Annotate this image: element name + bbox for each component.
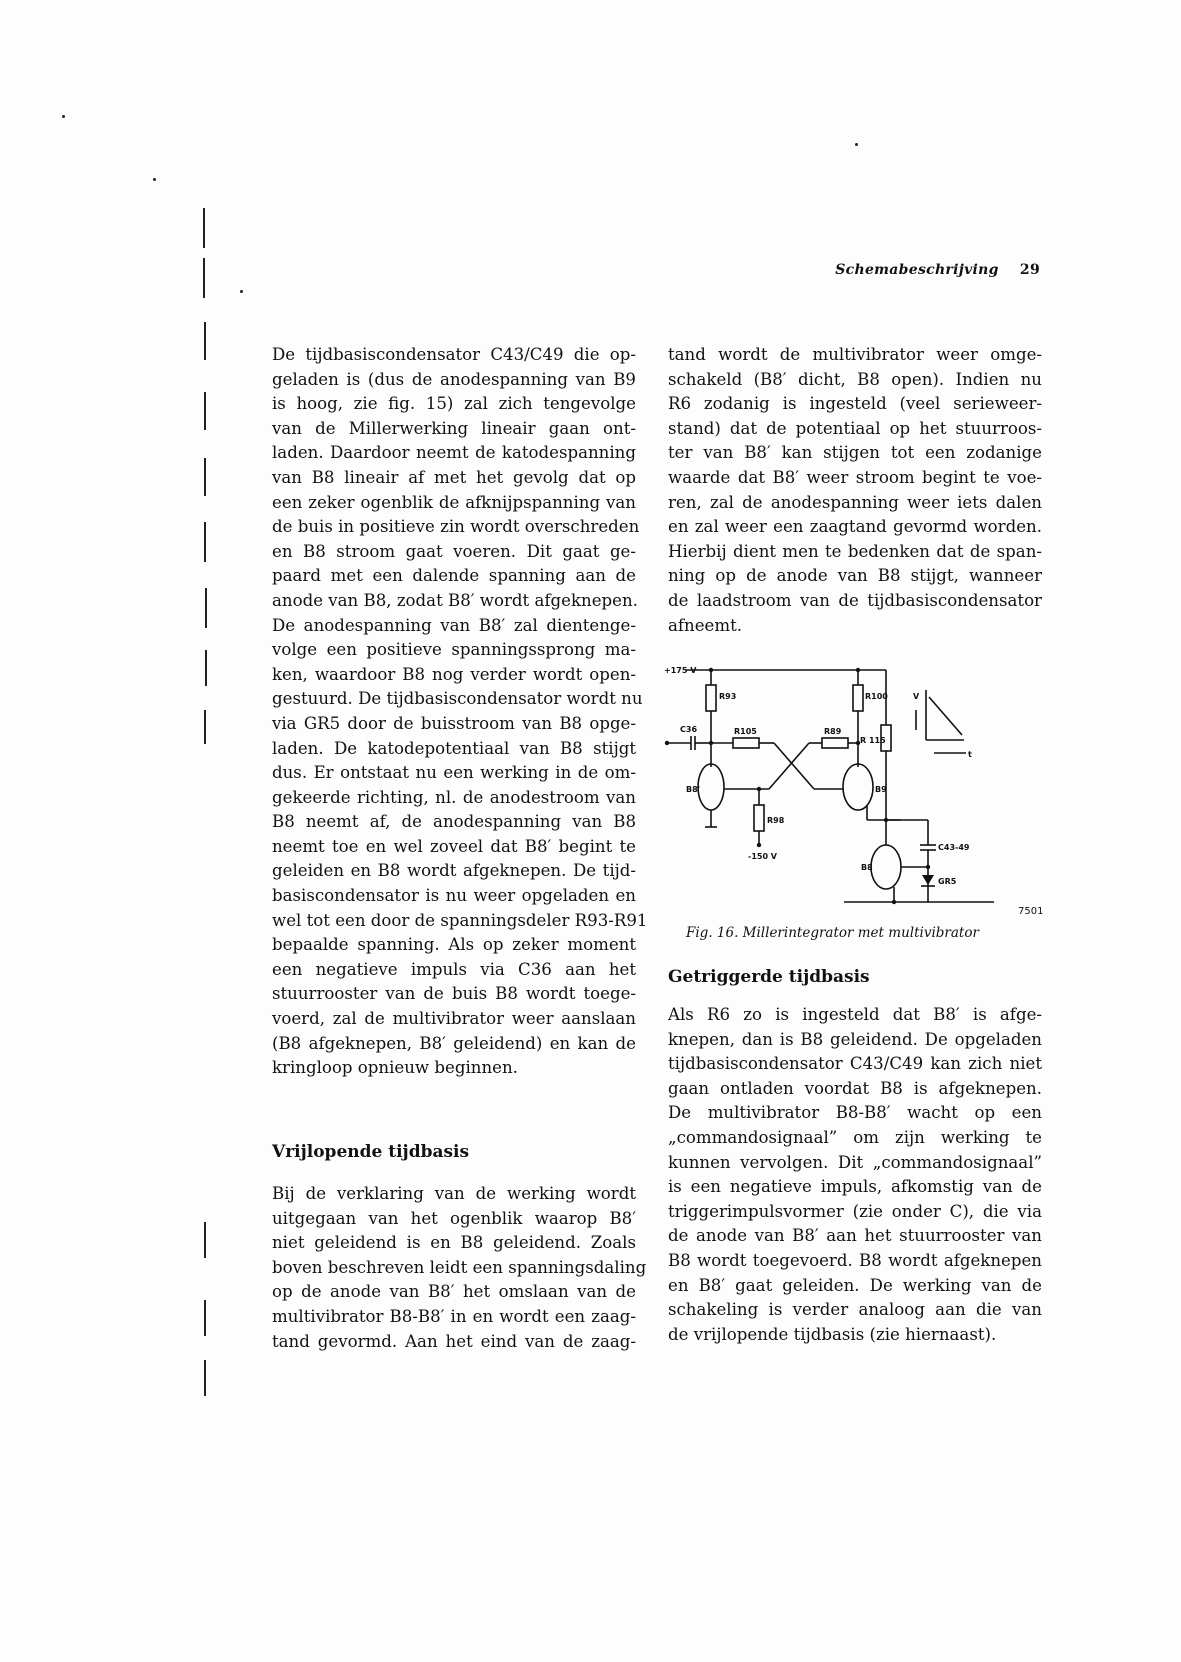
margin-bracket — [204, 710, 206, 744]
svg-text:B8': B8' — [686, 785, 701, 794]
svg-text:-150 V: -150 V — [748, 852, 777, 861]
text-line: triggerimpulsvormer (zie onder C), die via — [668, 1201, 1042, 1221]
svg-text:R98: R98 — [767, 816, 785, 825]
margin-bracket — [204, 392, 206, 430]
text-line: De anodespanning van B8′ zal dientenge- — [272, 615, 636, 635]
margin-bracket — [204, 458, 206, 496]
text-line: van B8 lineair af met het gevolg dat op — [272, 467, 636, 487]
text-line: is een negatieve impuls, afkomstig van de — [668, 1177, 1042, 1197]
running-title: Schemabeschrijving — [835, 262, 999, 278]
margin-bracket — [205, 588, 207, 628]
margin-bracket — [204, 322, 206, 360]
text-line: tijdbasiscondensator C43/C49 kan zich niet — [668, 1054, 1042, 1074]
text-line: gestuurd. De tijdbasiscondensator wordt nu — [272, 689, 643, 709]
text-line: paard met een dalende spanning aan de — [272, 566, 636, 586]
text-line: bepaalde spanning. Als op zeker moment — [272, 935, 636, 955]
text-line: schakeld (B8′ dicht, B8 open). Indien nu — [668, 369, 1042, 389]
svg-text:B8: B8 — [861, 863, 873, 872]
text-line: B8 neemt af, de anodespanning van B8 — [272, 812, 636, 832]
text-line: tand gevormd. Aan het eind van de zaag- — [272, 1331, 636, 1351]
svg-text:R93: R93 — [719, 692, 737, 701]
text-line: R6 zodanig is ingesteld (veel serieweer- — [668, 394, 1042, 414]
text-line: stuurrooster van de buis B8 wordt toege- — [272, 984, 636, 1004]
margin-bracket — [204, 1360, 206, 1396]
text-line: de anode van B8′ aan het stuurrooster van — [668, 1226, 1042, 1246]
svg-text:+175 V: +175 V — [664, 666, 697, 675]
scan-speck — [240, 290, 243, 293]
figure-caption: Fig. 16. Millerintegrator met multivibrator — [686, 925, 979, 941]
svg-text:R89: R89 — [824, 727, 842, 736]
text-line: knepen, dan is B8 geleidend. De opgeladen — [668, 1029, 1042, 1049]
scan-speck — [855, 143, 858, 146]
margin-bracket — [203, 258, 205, 298]
text-line: en B8 stroom gaat voeren. Dit gaat ge- — [272, 541, 636, 561]
text-line: van de Millerwerking lineair gaan ont- — [272, 418, 636, 438]
text-line: anode van B8, zodat B8′ wordt afgeknepen. — [272, 590, 638, 610]
running-header — [800, 262, 1040, 278]
text-line: ter van B8′ kan stijgen tot een zodanige — [668, 443, 1042, 463]
circuit-diagram — [664, 655, 1059, 910]
text-line: en zal weer een zaagtand gevormd worden. — [668, 517, 1042, 537]
text-line: geladen is (dus de anodespanning van B9 — [272, 369, 636, 389]
svg-text:R 115: R 115 — [860, 736, 886, 745]
text-line: boven beschreven leidt een spanningsdaling — [272, 1257, 647, 1277]
text-line: een zeker ogenblik de afknijpspanning van — [272, 492, 636, 512]
svg-text:R100: R100 — [865, 692, 888, 701]
text-line: een negatieve impuls via C36 aan het — [272, 959, 636, 979]
svg-text:t: t — [968, 750, 972, 759]
margin-bracket — [204, 522, 206, 562]
text-line: afneemt. — [668, 615, 743, 635]
right-column-paragraph-1 — [668, 343, 1042, 638]
text-line: Hierbij dient men te bedenken dat de span- — [668, 541, 1042, 561]
section-heading-vrijlopende: Vrijlopende tijdbasis — [272, 1142, 470, 1162]
text-line: dus. Er ontstaat nu een werking in de om- — [272, 763, 636, 783]
text-line: geleiden en B8 wordt afgeknepen. De tijd- — [272, 861, 636, 881]
text-line: neemt toe en wel zoveel dat B8′ begint te — [272, 836, 636, 856]
svg-text:B9: B9 — [875, 785, 887, 794]
text-line: volge een positieve spanningssprong ma- — [272, 640, 636, 660]
text-line: multivibrator B8-B8′ in en wordt een zaag- — [272, 1306, 636, 1326]
text-line: kringloop opnieuw beginnen. — [272, 1058, 518, 1078]
text-line: B8 wordt toegevoerd. B8 wordt afgeknepen — [668, 1250, 1042, 1270]
text-line: de laadstroom van de tijdbasiscondensator — [668, 590, 1042, 610]
scan-speck — [62, 115, 65, 118]
svg-text:V: V — [913, 692, 920, 701]
text-line: gaan ontladen voordat B8 is afgeknepen. — [668, 1078, 1042, 1098]
scan-speck — [153, 178, 156, 181]
text-line: via GR5 door de buisstroom van B8 opge- — [272, 713, 636, 733]
margin-bracket — [204, 1222, 206, 1258]
svg-text:C36: C36 — [680, 725, 698, 734]
left-column-paragraph-1 — [272, 343, 648, 1081]
text-line: niet geleidend is en B8 geleidend. Zoals — [272, 1233, 636, 1253]
svg-text:R105: R105 — [734, 727, 757, 736]
text-line: kunnen vervolgen. Dit „commandosignaal” — [668, 1152, 1042, 1172]
text-line: is hoog, zie fig. 15) zal zich tengevolge — [272, 394, 636, 414]
text-line: Als R6 zo is ingesteld dat B8′ is afge- — [668, 1005, 1042, 1024]
text-line: uitgegaan van het ogenblik waarop B8′ — [272, 1208, 636, 1228]
text-line: gekeerde richting, nl. de anodestroom van — [272, 787, 636, 807]
text-line: laden. De katodepotentiaal van B8 stijgt — [272, 738, 636, 758]
text-line: de vrijlopende tijdbasis (zie hiernaast). — [668, 1324, 997, 1344]
margin-bracket — [205, 650, 207, 686]
margin-bracket — [204, 1300, 206, 1336]
text-line: voerd, zal de multivibrator weer aanslaan — [272, 1009, 636, 1029]
text-line: op de anode van B8′ het omslaan van de — [272, 1282, 636, 1302]
text-line: laden. Daardoor neemt de katodespanning — [272, 443, 636, 463]
text-line: tand wordt de multivibrator weer omge- — [668, 345, 1042, 364]
svg-text:GR5: GR5 — [938, 877, 957, 886]
text-line: (B8 afgeknepen, B8′ geleidend) en kan de — [272, 1033, 636, 1053]
left-column-paragraph-2 — [272, 1182, 647, 1354]
text-line: de buis in positieve zin wordt overschreden — [272, 517, 640, 537]
page-number: 29 — [1019, 262, 1040, 278]
text-line: wel tot een door de spanningsdeler R93-R91 — [272, 910, 648, 930]
text-line: De multivibrator B8-B8′ wacht op een — [668, 1103, 1042, 1123]
section-heading-getriggerde: Getriggerde tijdbasis — [668, 967, 870, 987]
margin-bracket — [203, 208, 205, 248]
text-line: basiscondensator is nu weer opgeladen en — [272, 886, 636, 906]
text-line: ning op de anode van B8 stijgt, wanneer — [668, 566, 1042, 586]
text-line: stand) dat de potentiaal op het stuurroos- — [668, 418, 1042, 438]
text-line: schakeling is verder analoog aan die van — [668, 1300, 1042, 1320]
text-line: ken, waardoor B8 nog verder wordt open- — [272, 664, 636, 684]
right-column-paragraph-2 — [668, 1003, 1042, 1347]
text-line: waarde dat B8′ weer stroom begint te voe- — [668, 467, 1042, 487]
text-line: en B8′ gaat geleiden. De werking van de — [668, 1275, 1042, 1295]
text-line: De tijdbasiscondensator C43/C49 die op- — [272, 345, 636, 364]
circuit-diagram-figure — [664, 655, 1059, 910]
figure-number: 7501 — [1018, 906, 1044, 917]
text-line: „commandosignaal” om zijn werking te — [668, 1127, 1042, 1147]
text-line: ren, zal de anodespanning weer iets dalen — [668, 492, 1042, 512]
svg-text:C43-49: C43-49 — [938, 843, 970, 852]
text-line: Bij de verklaring van de werking wordt — [272, 1184, 636, 1203]
